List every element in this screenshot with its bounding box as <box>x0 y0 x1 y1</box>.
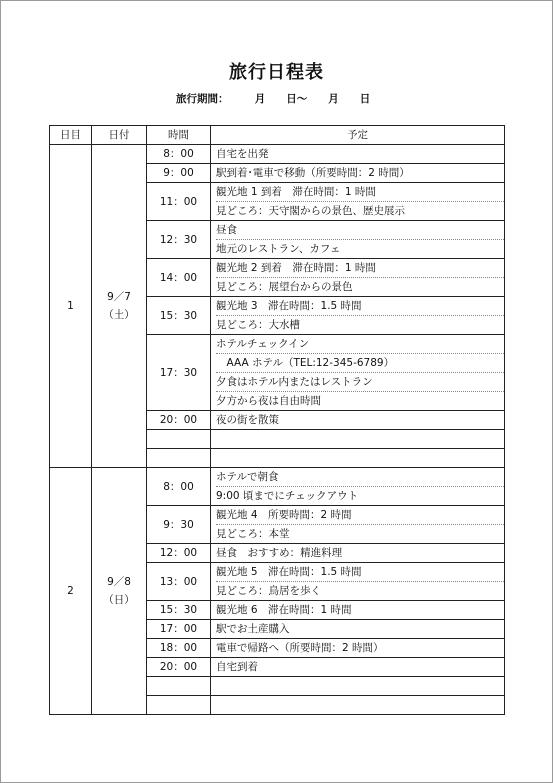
period-day-start: 日〜 <box>286 93 308 105</box>
plan-line <box>216 449 504 467</box>
plan-cell <box>211 449 505 468</box>
plan-line: 夕方から夜は自由時間 <box>216 391 504 410</box>
date-value: 9／8 <box>107 576 131 588</box>
plan-line: 見どころ：本堂 <box>216 524 504 543</box>
plan-line: 夜の街を散策 <box>216 414 279 426</box>
table-row <box>50 468 505 506</box>
header-plan: 予定 <box>211 126 505 145</box>
plan-cell <box>211 468 505 506</box>
plan-line: 夕食はホテル内またはレストラン <box>216 372 504 391</box>
plan-line: 自宅到着 <box>216 661 258 673</box>
plan-cell <box>211 411 505 430</box>
time-cell: 17：30 <box>147 335 211 411</box>
travel-period <box>176 91 370 106</box>
time-cell: 13：00 <box>147 563 211 601</box>
table-row <box>50 145 505 164</box>
period-day-end: 日 <box>359 93 371 105</box>
plan-line: ホテルで朝食 <box>216 471 279 483</box>
plan-cell <box>211 145 505 164</box>
plan-line: 見どころ：大水槽 <box>216 315 504 334</box>
plan-cell <box>211 639 505 658</box>
period-month-start: 月 <box>254 93 266 105</box>
plan-cell <box>211 335 505 411</box>
date-value: 9／7 <box>107 291 131 303</box>
plan-line: 見どころ：鳥居を歩く <box>216 581 504 600</box>
time-cell <box>147 449 211 468</box>
day-number-cell: 2 <box>50 468 92 715</box>
time-cell: 8：00 <box>147 468 211 506</box>
plan-line <box>216 677 504 695</box>
day-number-cell: 1 <box>50 145 92 468</box>
plan-cell <box>211 164 505 183</box>
plan-line: ホテルチェックイン <box>216 338 310 350</box>
time-cell: 12：00 <box>147 544 211 563</box>
plan-line: 地元のレストラン、カフェ <box>216 239 504 258</box>
plan-cell <box>211 259 505 297</box>
page-title: 旅行日程表 <box>229 62 324 83</box>
time-cell: 8：00 <box>147 145 211 164</box>
header-date: 日付 <box>92 126 147 145</box>
weekday-value: （土） <box>103 309 135 321</box>
time-cell: 11：00 <box>147 183 211 221</box>
plan-cell <box>211 658 505 677</box>
plan-cell <box>211 620 505 639</box>
plan-cell <box>211 430 505 449</box>
plan-cell <box>211 677 505 696</box>
plan-line: 観光地 1 到着 滞在時間：1 時間 <box>216 186 376 198</box>
plan-line: 見どころ：天守閣からの景色、歴史展示 <box>216 201 504 220</box>
time-cell: 14：00 <box>147 259 211 297</box>
time-cell <box>147 430 211 449</box>
plan-line: 昼食 <box>216 224 237 236</box>
period-month-end: 月 <box>328 93 339 105</box>
plan-line: 9:00 頃までにチェックアウト <box>216 486 504 505</box>
table-header-row <box>50 126 505 145</box>
plan-line <box>216 430 504 448</box>
time-cell: 17：00 <box>147 620 211 639</box>
plan-line: 観光地 6 滞在時間：1 時間 <box>216 604 352 616</box>
plan-line: 自宅を出発 <box>216 148 269 160</box>
plan-cell <box>211 297 505 335</box>
date-cell <box>92 145 147 468</box>
plan-line: 駅でお土産購入 <box>216 623 290 635</box>
plan-line: 観光地 3 滞在時間：1.5 時間 <box>216 300 362 312</box>
header-time: 時間 <box>147 126 211 145</box>
time-cell: 9：00 <box>147 164 211 183</box>
plan-line: 観光地 4 所要時間：2 時間 <box>216 509 352 521</box>
time-cell: 9：30 <box>147 506 211 544</box>
plan-line <box>216 696 504 714</box>
plan-line: 観光地 5 滞在時間：1.5 時間 <box>216 566 362 578</box>
plan-cell <box>211 221 505 259</box>
plan-line: 観光地 2 到着 滞在時間：1 時間 <box>216 262 376 274</box>
header-day-number: 日目 <box>50 126 92 145</box>
plan-line: 電車で帰路へ（所要時間：2 時間） <box>216 642 384 654</box>
time-cell: 15：30 <box>147 297 211 335</box>
plan-line: 見どころ：展望台からの景色 <box>216 277 504 296</box>
time-cell <box>147 696 211 715</box>
time-cell: 20：00 <box>147 411 211 430</box>
time-cell <box>147 677 211 696</box>
plan-line: 駅到着･電車で移動（所要時間：2 時間） <box>216 167 410 179</box>
time-cell: 12：30 <box>147 221 211 259</box>
date-cell <box>92 468 147 715</box>
plan-cell <box>211 696 505 715</box>
time-cell: 15：30 <box>147 601 211 620</box>
schedule-body <box>50 145 505 715</box>
time-cell: 18：00 <box>147 639 211 658</box>
period-label: 旅行期間： <box>176 93 224 105</box>
plan-cell <box>211 601 505 620</box>
plan-cell <box>211 183 505 221</box>
plan-line: AAA ホテル（TEL:12-345-6789） <box>216 353 504 372</box>
plan-cell <box>211 563 505 601</box>
plan-line: 昼食 おすすめ：精進料理 <box>216 547 343 559</box>
plan-cell <box>211 506 505 544</box>
plan-cell <box>211 544 505 563</box>
schedule-table <box>49 125 505 715</box>
weekday-value: （日） <box>103 594 135 606</box>
time-cell: 20：00 <box>147 658 211 677</box>
